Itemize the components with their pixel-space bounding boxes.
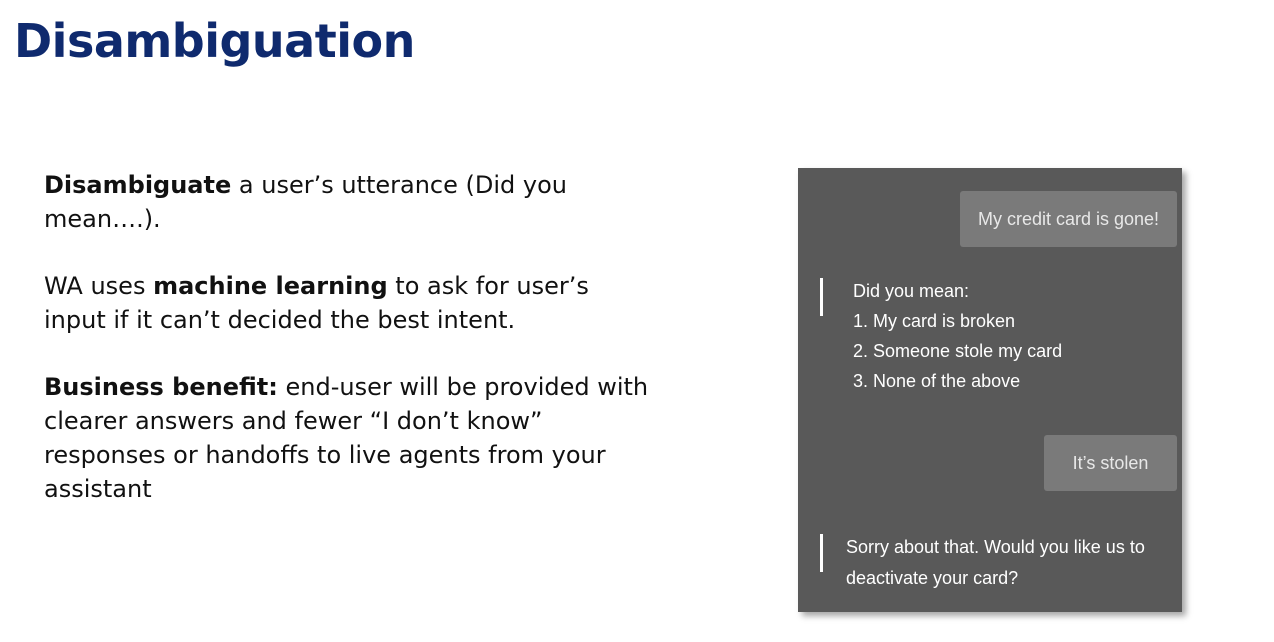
paragraph-business-benefit-text: end-user will be provided with clearer answers and fewer “I don’t know” responses or handoffs to live agents from your assistant [44, 373, 649, 503]
paragraph-business-benefit [44, 370, 654, 506]
bot-message-intro: Did you mean: [853, 281, 970, 301]
user-message-text: It’s stolen [1072, 452, 1149, 473]
bot-message-content [853, 276, 1062, 396]
bot-message-text: Sorry about that. Would you like us to deactivate your card? [846, 537, 1145, 588]
chat-panel [798, 168, 1182, 612]
paragraph-disambiguate-bold: Disambiguate [44, 171, 232, 199]
disambiguation-option-2[interactable]: 2. Someone stole my card [853, 341, 1063, 361]
bot-message [820, 276, 1160, 396]
user-message-bubble [1044, 435, 1177, 491]
user-message-bubble [960, 191, 1177, 247]
paragraph-disambiguate-text: a user’s utterance (Did you mean….). [44, 171, 567, 233]
disambiguation-option-3[interactable]: 3. None of the above [853, 371, 1021, 391]
paragraph-disambiguate [44, 168, 654, 236]
paragraph-machine-learning [44, 269, 654, 337]
bot-message [820, 532, 1170, 602]
paragraph-machine-learning-prefix: WA uses [44, 272, 154, 300]
disambiguation-option-1[interactable]: 1. My card is broken [853, 311, 1016, 331]
user-message-text: My credit card is gone! [977, 208, 1160, 229]
paragraph-machine-learning-text: to ask for user’s input if it can’t decided the best intent. [44, 272, 589, 334]
paragraph-business-benefit-bold: Business benefit: [44, 373, 278, 401]
bot-message-bar [820, 278, 823, 316]
page-title: Disambiguation [14, 14, 415, 68]
bot-message-bar [820, 534, 823, 572]
paragraph-machine-learning-bold: machine learning [153, 272, 388, 300]
body-text [44, 168, 654, 539]
